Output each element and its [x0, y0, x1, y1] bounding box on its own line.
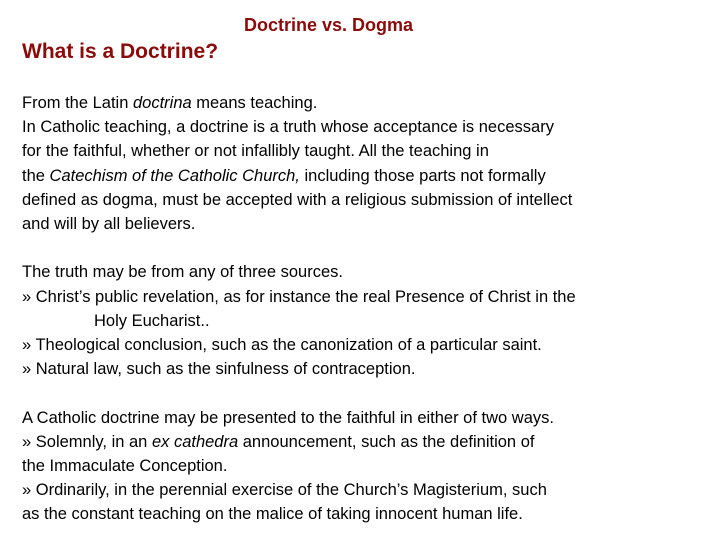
paragraph-gap — [22, 236, 712, 260]
body-text — [22, 91, 712, 527]
paragraph-1-line: for the faithful, whether or not infallibly taught. All the teaching in — [22, 142, 489, 161]
paragraph-2-line: The truth may be from any of three sources. — [22, 263, 343, 282]
paragraph-3-line: » Ordinarily, in the perennial exercise of the Church’s Magisterium, such — [22, 481, 547, 500]
paragraph-2-line: » Natural law, such as the sinfulness of contraception. — [22, 360, 416, 379]
paragraph-1-line — [22, 164, 712, 188]
paragraph-3-line: as the constant teaching on the malice of taking innocent human life. — [22, 505, 523, 524]
text-span: announcement, such as the definition of — [238, 432, 535, 451]
paragraph-1-line: and will by all believers. — [22, 215, 196, 234]
paragraph-2-line: Holy Eucharist.. — [94, 311, 210, 330]
paragraph-1-line: defined as dogma, must be accepted with a religious submission of intellect — [22, 190, 573, 209]
text-span: From the Latin — [22, 94, 133, 112]
text-span: means teaching. — [191, 94, 318, 112]
paragraph-1-line: In Catholic teaching, a doctrine is a truth whose acceptance is necessary — [22, 118, 554, 137]
paragraph-2-line: » Theological conclusion, such as the canonization of a particular saint. — [22, 336, 542, 355]
paragraph-3-line: the Immaculate Conception. — [22, 457, 228, 476]
text-span: the — [22, 166, 50, 185]
emphasis-doctrina: doctrina — [132, 94, 192, 112]
text-span: including those parts not formally — [299, 166, 546, 185]
slide-title: Doctrine vs. Dogma — [244, 15, 414, 35]
paragraph-gap — [22, 381, 712, 405]
slide-heading: What is a Doctrine? — [22, 40, 219, 63]
paragraph-3-line: A Catholic doctrine may be presented to the faithful in either of two ways. — [22, 408, 554, 427]
paragraph-3-line — [22, 430, 712, 454]
emphasis-ex-cathedra: ex cathedra — [151, 432, 239, 451]
paragraph-1-line — [22, 91, 712, 115]
text-span: » Solemnly, in an — [22, 432, 152, 451]
paragraph-2-line: » Christ’s public revelation, as for instance the real Presence of Christ in the — [22, 287, 576, 306]
emphasis-catechism: Catechism of the Catholic Church, — [49, 166, 300, 185]
